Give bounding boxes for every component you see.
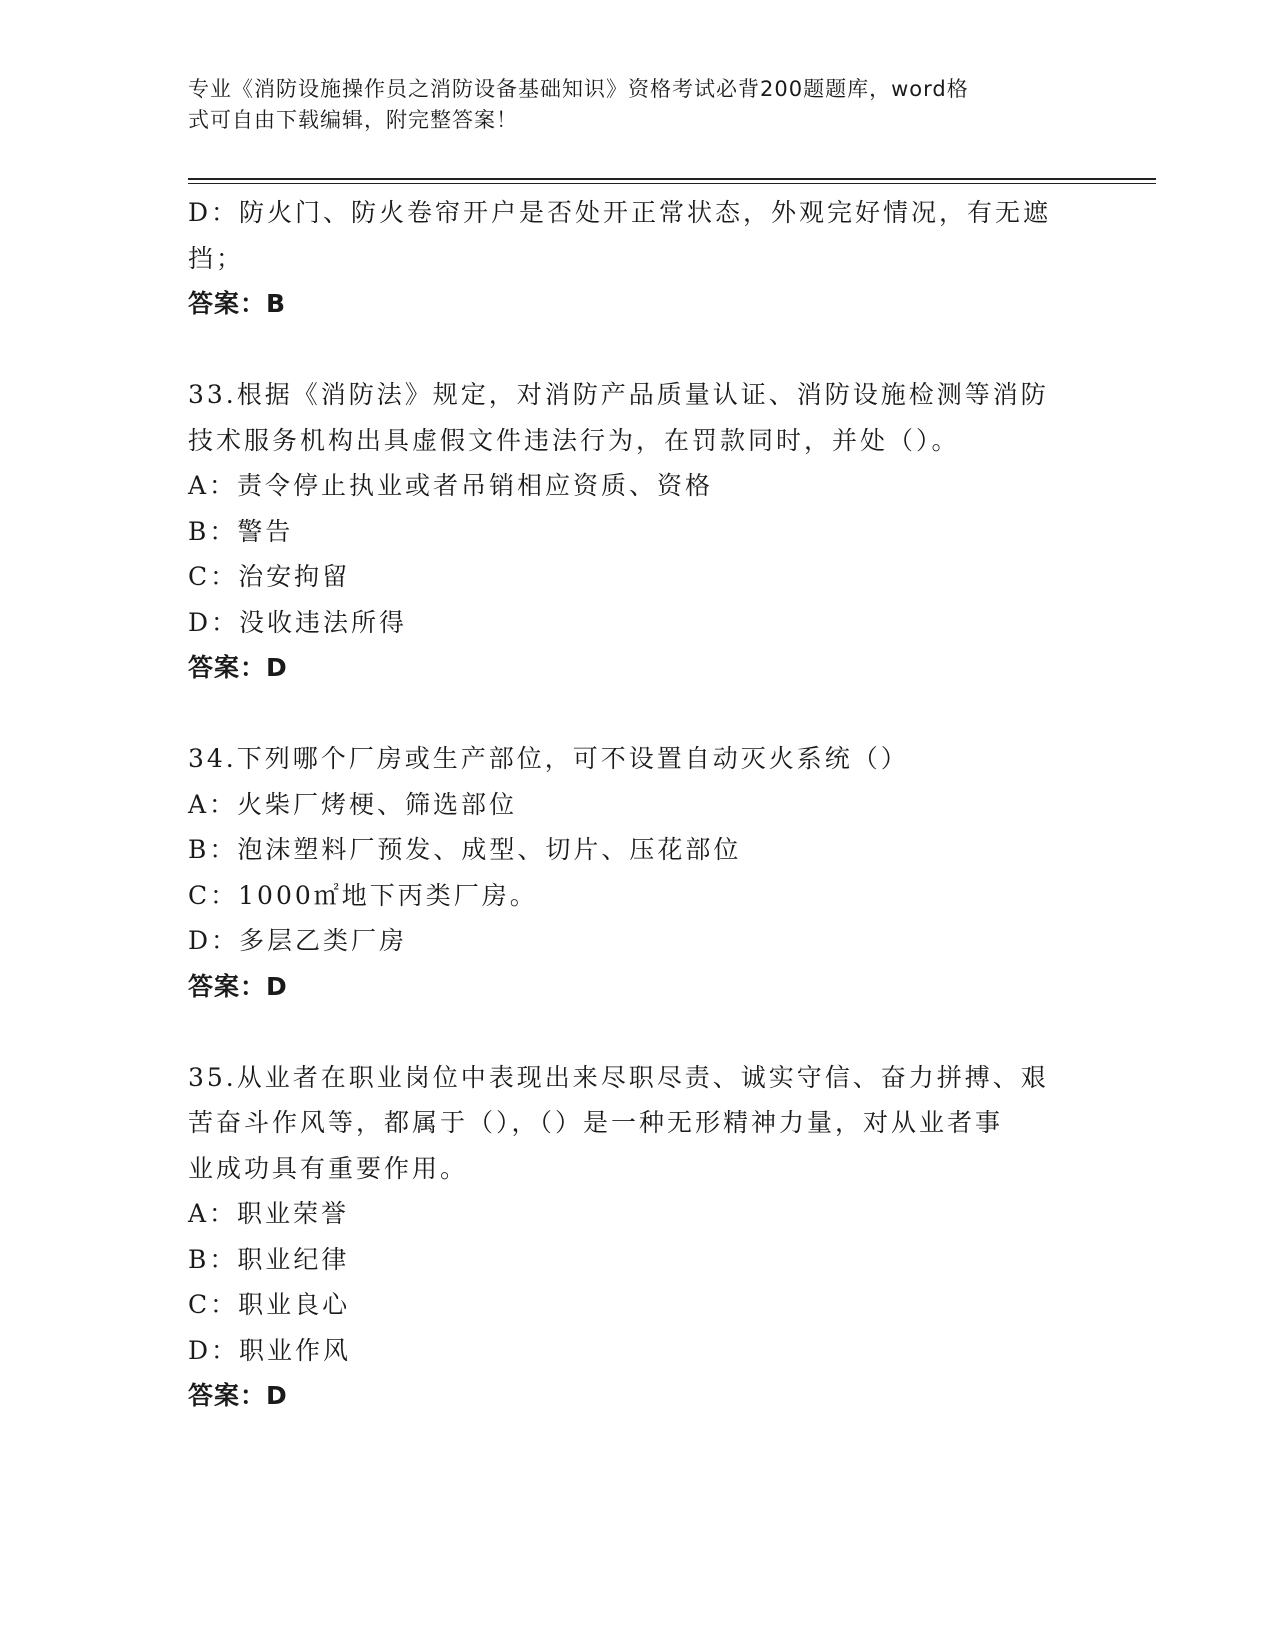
option-b: B：职业纪律: [188, 1244, 350, 1274]
answer-line: 答案：D: [188, 1381, 288, 1410]
option-d: D：没收违法所得: [188, 607, 408, 637]
question-text: 业成功具有重要作用。: [188, 1153, 469, 1183]
question-34: [188, 736, 1068, 1009]
option-a: A：火柴厂烤梗、筛选部位: [188, 789, 518, 819]
option-c: C：治安拘留: [188, 562, 351, 591]
question-text: 技术服务机构出具虚假文件违法行为，在罚款同时，并处（）。: [188, 425, 960, 455]
question-text: 苦奋斗作风等，都属于（），（）是一种无形精神力量，对从业者事: [188, 1108, 1004, 1137]
option-b: B：警告: [188, 516, 294, 546]
previous-question-tail: [188, 190, 1068, 327]
answer-line: 答案：B: [188, 289, 287, 318]
question-text: 33.根据《消防法》规定，对消防产品质量认证、消防设施检测等消防: [188, 380, 1049, 409]
option-b: B：泡沫塑料厂预发、成型、切片、压花部位: [188, 835, 742, 864]
question-35: [188, 1055, 1068, 1419]
option-d-continued: 挡；: [188, 243, 245, 273]
question-text: 34.下列哪个厂房或生产部位，可不设置自动灭火系统（）: [188, 744, 909, 773]
header-divider-thick: [188, 178, 1156, 180]
question-content: [188, 190, 1068, 1419]
answer-line: 答案：D: [188, 653, 288, 682]
option-c: C：1000㎡地下丙类厂房。: [188, 880, 538, 910]
option-c: C：职业良心: [188, 1290, 351, 1319]
option-a: A：职业荣誉: [188, 1199, 350, 1228]
document-header: [188, 74, 1068, 136]
header-line: 专业《消防设施操作员之消防设备基础知识》资格考试必背200题题库，word格: [188, 77, 969, 101]
option-d: D：职业作风: [188, 1335, 352, 1365]
question-33: [188, 372, 1068, 691]
answer-line: 答案：D: [188, 971, 288, 1001]
option-a: A：责令停止执业或者吊销相应资质、资格: [188, 471, 714, 500]
option-d: D：防火门、防火卷帘开户是否处开正常状态，外观完好情况，有无遮: [188, 198, 1052, 227]
question-text: 35.从业者在职业岗位中表现出来尽职尽责、诚实守信、奋力拼搏、艰: [188, 1062, 1049, 1092]
header-line: 式可自由下载编辑，附完整答案！: [188, 108, 518, 132]
header-divider-thin: [188, 183, 1156, 184]
option-d: D：多层乙类厂房: [188, 926, 408, 955]
